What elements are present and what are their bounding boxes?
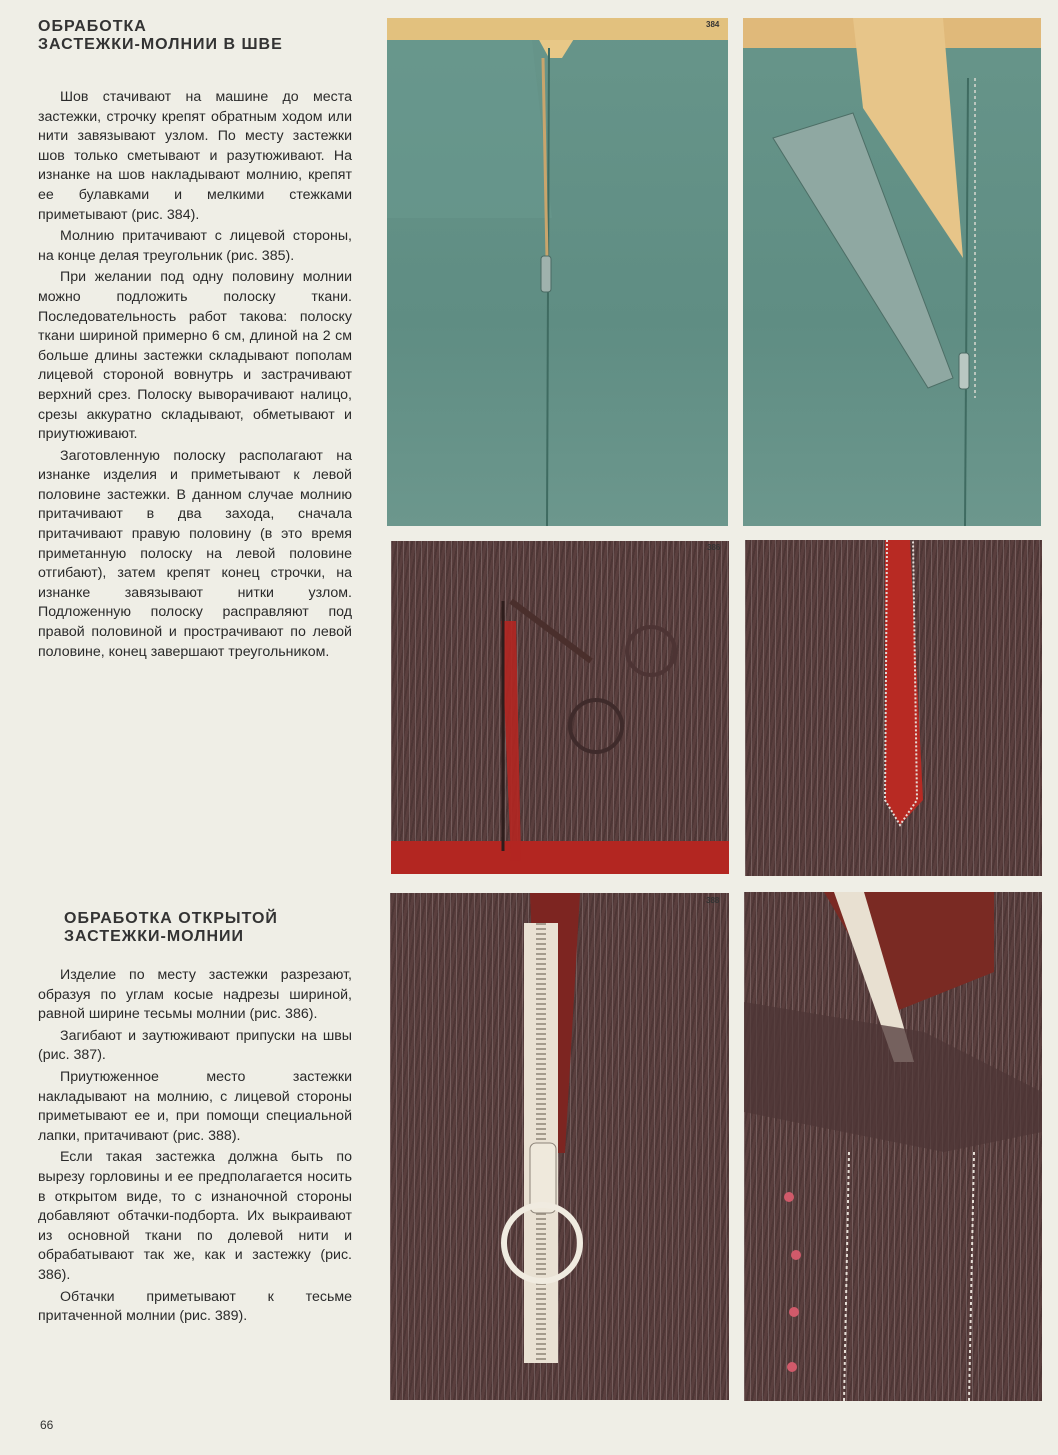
- photo-389-illustration: [744, 892, 1042, 1401]
- figure-number-384: 384: [706, 20, 720, 29]
- scissors-handle: [627, 627, 675, 675]
- photo-384: [387, 18, 728, 526]
- figure-number-386: 386: [707, 543, 721, 552]
- pin-head: [789, 1307, 799, 1317]
- photo-389: [744, 892, 1042, 1401]
- photo-387-illustration: [745, 540, 1042, 876]
- photo-384-illustration: [387, 18, 728, 526]
- zipper-slider: [541, 256, 551, 292]
- page-number: 66: [40, 1418, 54, 1432]
- photo-386-illustration: [391, 541, 729, 874]
- section1-body: [38, 88, 352, 662]
- section1-heading-line2: ЗАСТЕЖКИ-МОЛНИИ В ШВЕ: [38, 36, 283, 53]
- text-column: [38, 18, 352, 664]
- photo-388: [390, 893, 729, 1400]
- section1-heading-line1: ОБРАБОТКА: [38, 18, 147, 35]
- section2-heading-line1: ОБРАБОТКА ОТКРЫТОЙ: [64, 910, 278, 927]
- section1-paragraph: При желании под одну половину молнии можно подложить полоску ткани. Последовательность работ такова: полоску ткани шириной примерно 6 см, длиной на 2 см больше длины застежки складывают пополам лицевой стороной вовнутрь и застрачивают верхний срез. Полоску выворачивают налицо, срезы аккуратно складывают, обметывают и приутюживают.: [38, 269, 352, 443]
- photo-385: [743, 18, 1041, 526]
- photo-387: [745, 540, 1042, 876]
- section1-heading: [38, 18, 352, 54]
- top-lining: [387, 18, 728, 40]
- scissors-blade: [511, 601, 591, 661]
- section1-paragraph: Молнию притачивают с лицевой стороны, на конце делая треугольник (рис. 385).: [38, 228, 352, 264]
- red-lining: [391, 841, 729, 874]
- section2-paragraph: Обтачки приметывают к тесьме притаченной молнии (рис. 389).: [38, 1288, 352, 1325]
- section2-paragraph: Приутюженное место застежки накладывают на молнию, с лицевой стороны приметывают ее и, при помощи специальной лапки, притачивают (рис. 388).: [38, 1068, 352, 1144]
- section2-paragraph: Если такая застежка должна быть по вырезу горловины и ее предполагается носить в открытом виде, то с изнаночной стороны добавляют обтачки-подборта. Их выкраивают из основной ткани по долевой нити и обрабатывают так же, как и застежку (рис. 386).: [38, 1149, 352, 1283]
- seam-line: [965, 78, 968, 526]
- scissors-handle: [570, 700, 622, 752]
- section2-heading: [64, 910, 352, 946]
- photo-386: [391, 541, 729, 874]
- pin-head: [787, 1362, 797, 1372]
- photo-388-illustration: [390, 893, 729, 1400]
- section2-paragraph: Загибают и заутюживают припуски на швы (рис. 387).: [38, 1027, 352, 1064]
- section2-paragraph: Изделие по месту застежки разрезают, образуя по углам косые надрезы шириной, равной ширине тесьмы молнии (рис. 386).: [38, 967, 352, 1023]
- pin-head: [784, 1192, 794, 1202]
- section2-heading-line2: ЗАСТЕЖКИ-МОЛНИИ: [64, 928, 244, 945]
- figure-number-388: 388: [706, 896, 720, 905]
- section1-paragraph: Заготовленную полоску располагают на изнанке изделия и приметывают к левой половине застежки. В данном случае молнию притачивают в два захода, сначала притачивают правую половину (в это время приметанную полоску на левой половине отгибают), затем крепят конец строчки, на изнанке завязывают нитки узлом. Подложенную полоску расправляют под правой половиной и прострачивают по левой половине, конец завершают треугольником.: [38, 447, 352, 660]
- photo-385-illustration: [743, 18, 1041, 526]
- pin-head: [791, 1250, 801, 1260]
- section1-paragraph: Шов стачивают на машине до места застежки, строчку крепят обратным ходом или нити завязывают узлом. По месту застежки шов только сметывают и разутюживают. На изнанке на шов накладывают молнию, крепят ее булавками и мелкими стежками приметывают (рис. 384).: [38, 89, 352, 223]
- zipper-slider: [959, 353, 969, 389]
- section2-body: [38, 966, 352, 1329]
